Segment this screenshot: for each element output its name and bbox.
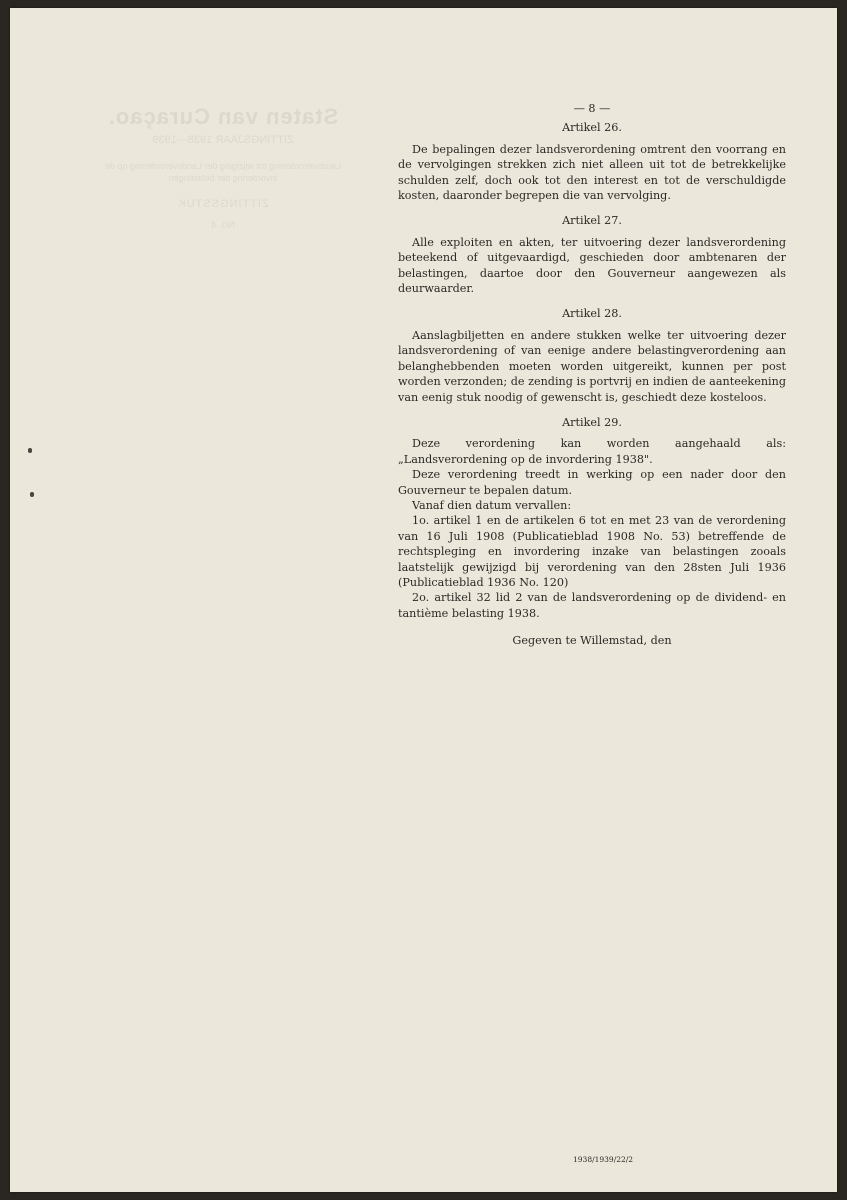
- article-28: [398, 306, 786, 404]
- bleed-number: No. 4: [211, 220, 235, 232]
- bleed-through-text: [88, 104, 358, 231]
- bleed-section: ZITTINGSSTUK: [177, 198, 269, 211]
- article-paragraph: Alle exploiten en akten, ter uitvoering dezer landsverordening beteekend of uitgevaardigd, geschieden door ambtenaren der belastingen, daartoe door den Gouverneur aangewezen als deurwaarder.: [398, 235, 786, 296]
- article-26: [398, 120, 786, 203]
- article-paragraph: Aanslagbiljetten en andere stukken welke ter uitvoering dezer landsverordening of van eenige andere belastingverordening aan belanghebbenden moeten worden uitgereikt, kunnen per post worden verzonden; de zending is portvrij en indien de aanteekening van eenig stuk noodig of gewenscht is, geschiedt deze kosteloos.: [398, 328, 786, 404]
- article-paragraph: Deze verordening kan worden aangehaald als: „Landsverordening op de invordering 1938".: [398, 437, 786, 466]
- bleed-text: Landsverordening tot wijziging der Landsverordening op de invordering der belastingen: [104, 161, 342, 184]
- list-item: 2o. artikel 32 lid 2 van de landsverordening op de dividend- en tantième belasting 1938.: [398, 591, 786, 620]
- article-27: [398, 213, 786, 296]
- document-page: [10, 8, 837, 1192]
- punch-hole: [28, 448, 32, 453]
- document-body: [398, 101, 786, 660]
- article-title: Artikel 27.: [562, 214, 622, 228]
- article-29: [398, 415, 786, 621]
- list-item: 1o. artikel 1 en de artikelen 6 tot en met 23 van de verordening van 16 Juli 1908 (Publicatieblad 1908 No. 53) betreffende de rechtspleging en invordering inzake van belastingen zooals laatstelijk gewijzigd bij verordening van den 28sten Juli 1936 (Publicatieblad 1936 No. 120): [398, 514, 786, 589]
- bleed-subtitle: ZITTINGSJAAR 1938—1939: [152, 134, 294, 146]
- article-title: Artikel 29.: [562, 415, 622, 429]
- article-title: Artikel 28.: [562, 307, 622, 321]
- punch-hole: [30, 492, 34, 497]
- page-number: — 8 —: [573, 102, 611, 115]
- footer-reference-code: 1938/1939/22/2: [573, 1155, 634, 1164]
- article-paragraph: Vanaf dien datum vervallen:: [412, 498, 572, 512]
- article-paragraph: Deze verordening treedt in werking op een nader door den Gouverneur te bepalen datum.: [398, 468, 786, 497]
- bleed-title: Staten van Curaçao.: [107, 104, 339, 129]
- article-title: Artikel 26.: [562, 121, 622, 135]
- article-paragraph: De bepalingen dezer landsverordening omtrent den voorrang en de vervolgingen strekken zich niet alleen uit tot de betrekkelijke schulden zelf, doch ook tot den interest en tot de verschuldigde kosten, daaronder begrepen die van vervolging.: [398, 142, 786, 203]
- closing-line: Gegeven te Willemstad, den: [512, 634, 672, 648]
